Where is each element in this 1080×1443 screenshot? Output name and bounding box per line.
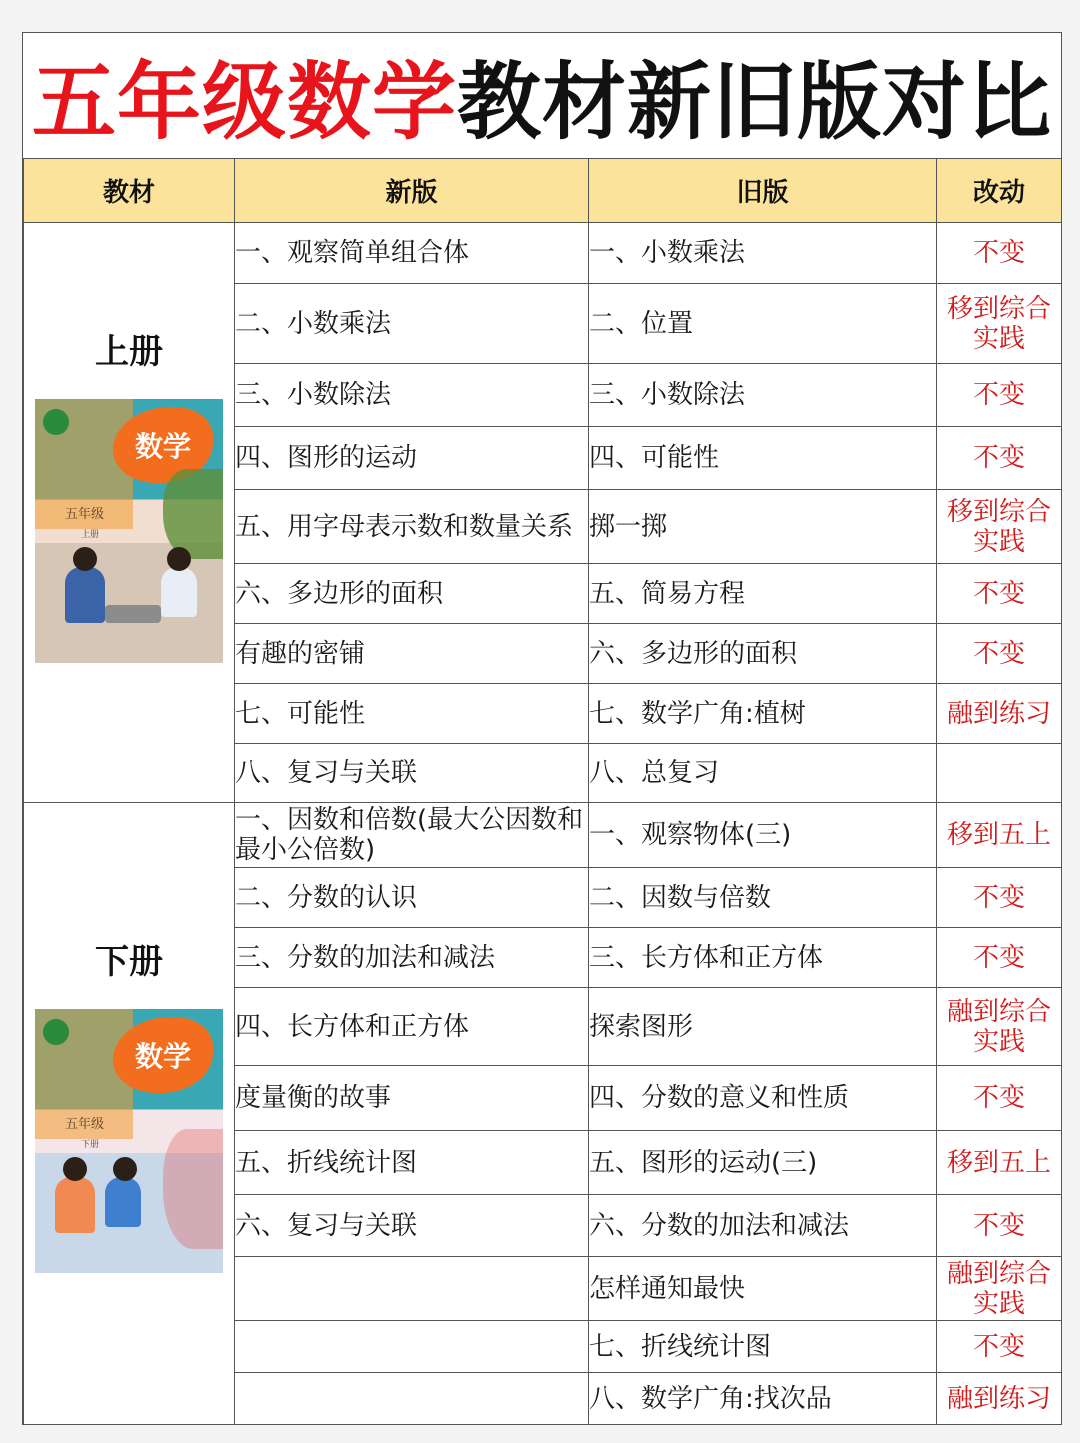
old-edition-cell: 五、简易方程 — [589, 564, 937, 624]
new-edition-cell: 有趣的密铺 — [235, 624, 589, 684]
change-cell: 不变 — [937, 427, 1062, 490]
new-edition-cell: 七、可能性 — [235, 684, 589, 744]
header-row — [24, 159, 1062, 223]
page-title — [23, 33, 1061, 159]
change-cell: 融到综合实践 — [937, 988, 1062, 1066]
new-edition-cell — [235, 1373, 589, 1425]
header-textbook: 教材 — [24, 159, 235, 223]
volume-cell — [24, 223, 235, 803]
volume-cell — [24, 803, 235, 1425]
change-cell: 不变 — [937, 223, 1062, 284]
change-cell: 融到练习 — [937, 1373, 1062, 1425]
title-black-part: 教材新旧版对比 — [457, 53, 1053, 151]
new-edition-cell: 一、观察简单组合体 — [235, 223, 589, 284]
new-edition-cell: 八、复习与关联 — [235, 744, 589, 803]
change-cell: 融到综合实践 — [937, 1257, 1062, 1321]
new-edition-cell: 五、用字母表示数和数量关系 — [235, 490, 589, 564]
change-cell: 不变 — [937, 1321, 1062, 1373]
old-edition-cell: 四、可能性 — [589, 427, 937, 490]
old-edition-cell: 探索图形 — [589, 988, 937, 1066]
header-change: 改动 — [937, 159, 1062, 223]
change-cell: 不变 — [937, 564, 1062, 624]
table-row — [24, 223, 1062, 284]
cover-term: 下册 — [81, 1140, 100, 1150]
cover-title: 数学 — [134, 1040, 191, 1073]
publisher-logo-icon — [43, 409, 69, 435]
old-edition-cell: 六、分数的加法和减法 — [589, 1195, 937, 1257]
change-cell: 不变 — [937, 364, 1062, 427]
old-edition-cell: 五、图形的运动(三) — [589, 1131, 937, 1195]
new-edition-cell: 二、小数乘法 — [235, 284, 589, 364]
change-cell: 不变 — [937, 624, 1062, 684]
header-old-edition: 旧版 — [589, 159, 937, 223]
old-edition-cell: 一、小数乘法 — [589, 223, 937, 284]
volume-label: 下册 — [95, 942, 163, 982]
new-edition-cell: 六、复习与关联 — [235, 1195, 589, 1257]
publisher-logo-icon — [43, 1019, 69, 1045]
old-edition-cell: 七、折线统计图 — [589, 1321, 937, 1373]
old-edition-cell: 八、数学广角:找次品 — [589, 1373, 937, 1425]
old-edition-cell: 一、观察物体(三) — [589, 803, 937, 868]
old-edition-cell: 三、长方体和正方体 — [589, 928, 937, 988]
volume-label: 上册 — [95, 332, 163, 372]
old-edition-cell: 四、分数的意义和性质 — [589, 1066, 937, 1131]
change-cell: 不变 — [937, 1066, 1062, 1131]
textbook-cover-image — [35, 399, 223, 663]
old-edition-cell: 六、多边形的面积 — [589, 624, 937, 684]
new-edition-cell: 六、多边形的面积 — [235, 564, 589, 624]
new-edition-cell: 五、折线统计图 — [235, 1131, 589, 1195]
old-edition-cell: 掷一掷 — [589, 490, 937, 564]
old-edition-cell: 二、位置 — [589, 284, 937, 364]
comparison-table — [23, 158, 1062, 1425]
change-cell: 移到五上 — [937, 803, 1062, 868]
change-cell: 移到综合实践 — [937, 490, 1062, 564]
new-edition-cell: 二、分数的认识 — [235, 868, 589, 928]
new-edition-cell: 三、分数的加法和减法 — [235, 928, 589, 988]
new-edition-cell: 一、因数和倍数(最大公因数和最小公倍数) — [235, 803, 589, 868]
change-cell — [937, 744, 1062, 803]
cover-title: 数学 — [134, 430, 191, 463]
change-cell: 移到五上 — [937, 1131, 1062, 1195]
old-edition-cell: 七、数学广角:植树 — [589, 684, 937, 744]
change-cell: 不变 — [937, 1195, 1062, 1257]
new-edition-cell: 度量衡的故事 — [235, 1066, 589, 1131]
change-cell: 融到练习 — [937, 684, 1062, 744]
change-cell: 不变 — [937, 868, 1062, 928]
old-edition-cell: 三、小数除法 — [589, 364, 937, 427]
new-edition-cell: 三、小数除法 — [235, 364, 589, 427]
new-edition-cell — [235, 1321, 589, 1373]
table-row — [24, 803, 1062, 868]
header-new-edition: 新版 — [235, 159, 589, 223]
change-cell: 移到综合实践 — [937, 284, 1062, 364]
comparison-sheet — [22, 32, 1062, 1425]
new-edition-cell — [235, 1257, 589, 1321]
cover-term: 上册 — [81, 530, 100, 540]
new-edition-cell: 四、图形的运动 — [235, 427, 589, 490]
cover-grade: 五年级 — [65, 507, 105, 522]
cover-grade: 五年级 — [65, 1117, 105, 1132]
change-cell: 不变 — [937, 928, 1062, 988]
old-edition-cell: 二、因数与倍数 — [589, 868, 937, 928]
old-edition-cell: 怎样通知最快 — [589, 1257, 937, 1321]
new-edition-cell: 四、长方体和正方体 — [235, 988, 589, 1066]
title-red-part: 五年级数学 — [31, 53, 457, 151]
old-edition-cell: 八、总复习 — [589, 744, 937, 803]
textbook-cover-image — [35, 1009, 223, 1273]
